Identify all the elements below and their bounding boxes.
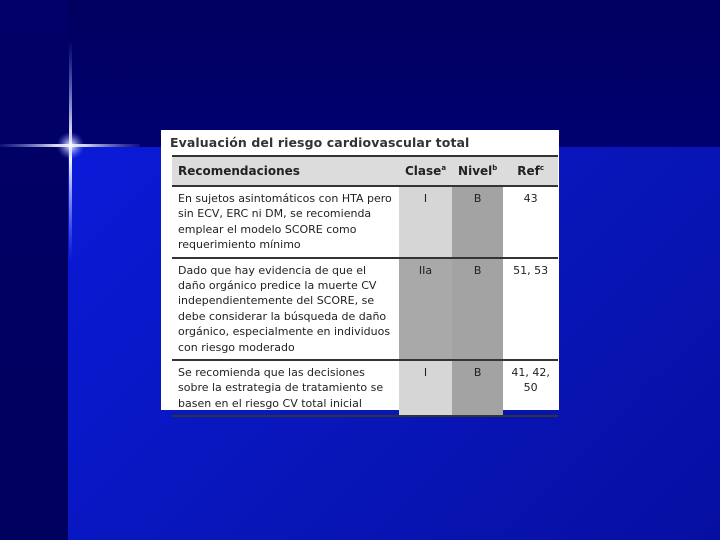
row-2-nivel: B	[452, 258, 503, 360]
header-ref-sup: c	[539, 164, 545, 172]
table-header-row	[172, 156, 558, 186]
row-2-ref: 51, 53	[503, 258, 558, 360]
table-title: Evaluación del riesgo cardiovascular total	[170, 135, 470, 150]
header-nivel-label: Nivel	[458, 164, 493, 178]
recommendations-table	[172, 155, 558, 417]
sparkle-icon	[0, 40, 150, 260]
table-row	[172, 186, 558, 258]
background-top-band	[68, 0, 720, 147]
row-1-clase: I	[399, 186, 452, 258]
row-3-ref: 41, 42, 50	[503, 360, 558, 416]
row-1-ref: 43	[503, 186, 558, 258]
header-clase-sup: a	[441, 164, 447, 172]
header-ref	[503, 156, 558, 186]
row-2-clase: IIa	[399, 258, 452, 360]
header-nivel	[452, 156, 503, 186]
table-row	[172, 360, 558, 416]
row-1-nivel: B	[452, 186, 503, 258]
header-clase	[399, 156, 452, 186]
row-3-clase: I	[399, 360, 452, 416]
header-nivel-sup: b	[492, 164, 498, 172]
row-1-recommendation: En sujetos asintomáticos con HTA pero sin ECV, ERC ni DM, se recomienda emplear el modelo SCORE como requerimiento mínimo	[172, 186, 399, 258]
recommendations-table-card	[161, 130, 559, 410]
header-clase-label: Clase	[405, 164, 442, 178]
header-recomendaciones: Recomendaciones	[172, 156, 399, 186]
row-3-recommendation: Se recomienda que las decisiones sobre la estrategia de tratamiento se basen en el riesgo CV total inicial	[172, 360, 399, 416]
header-ref-label: Ref	[517, 164, 540, 178]
table-row	[172, 258, 558, 360]
row-2-recommendation: Dado que hay evidencia de que el daño orgánico predice la muerte CV independientemente del SCORE, se debe considerar la búsqueda de daño orgánico, especialmente en individuos con riesgo moderado	[172, 258, 399, 360]
row-3-nivel: B	[452, 360, 503, 416]
